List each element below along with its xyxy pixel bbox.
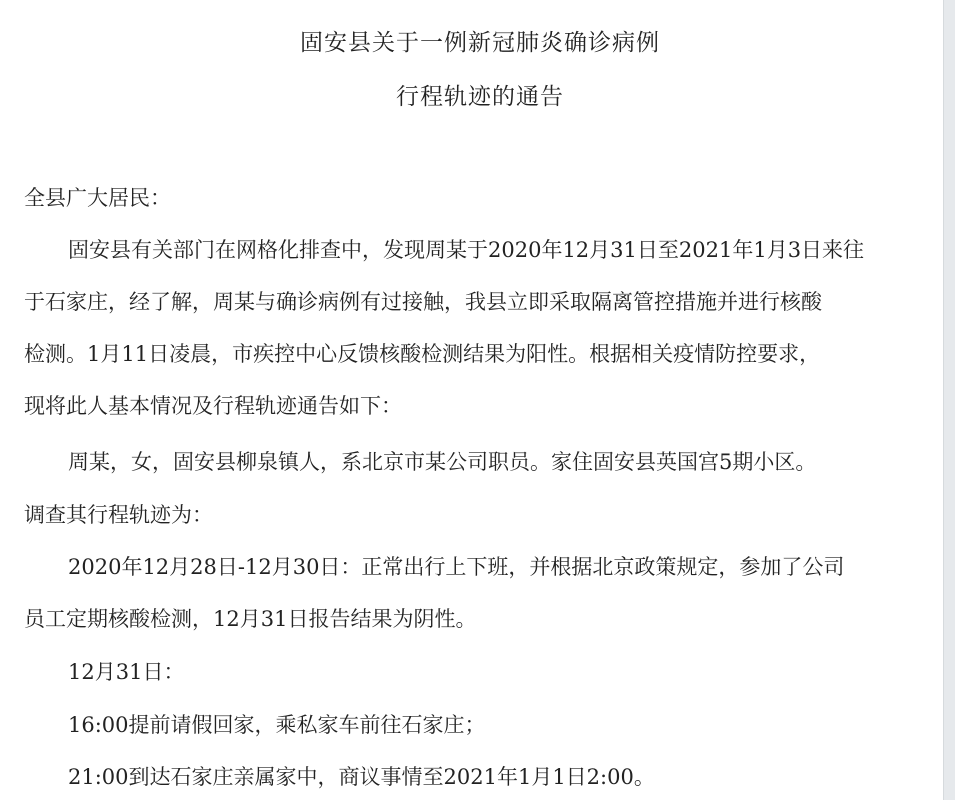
paragraph-line: 现将此人基本情况及行程轨迹通告如下： — [24, 394, 402, 418]
paragraph-line: 周某，女，固安县柳泉镇人，系北京市某公司职员。家住固安县英国宫5期小区。 — [68, 450, 817, 474]
vertical-scrollbar[interactable] — [943, 0, 955, 800]
paragraph-line: 调查其行程轨迹为： — [24, 503, 213, 527]
paragraph-line: 固安县有关部门在网格化排查中，发现周某于2020年12月31日至2021年1月3日来往 — [68, 238, 865, 262]
notice-title-line-2: 行程轨迹的通告 — [396, 84, 564, 110]
notice-title-line-1: 固安县关于一例新冠肺炎确诊病例 — [300, 30, 660, 56]
paragraph-line: 员工定期核酸检测，12月31日报告结果为阴性。 — [24, 607, 477, 631]
paragraph-line: 16:00提前请假回家，乘私家车前往石家庄； — [68, 713, 486, 737]
paragraph-line: 于石家庄，经了解，周某与确诊病例有过接触，我县立即采取隔离管控措施并进行核酸 — [24, 290, 822, 314]
paragraph-line: 21:00到达石家庄亲属家中，商议事情至2021年1月1日2:00。 — [68, 765, 655, 789]
salutation: 全县广大居民： — [24, 186, 171, 210]
paragraph-line: 12月31日： — [68, 660, 185, 684]
paragraph-line: 检测。1月11日凌晨，市疾控中心反馈核酸检测结果为阳性。根据相关疫情防控要求， — [24, 342, 821, 366]
paragraph-line: 2020年12月28日-12月30日：正常出行上下班，并根据北京政策规定，参加了公司 — [68, 555, 845, 579]
